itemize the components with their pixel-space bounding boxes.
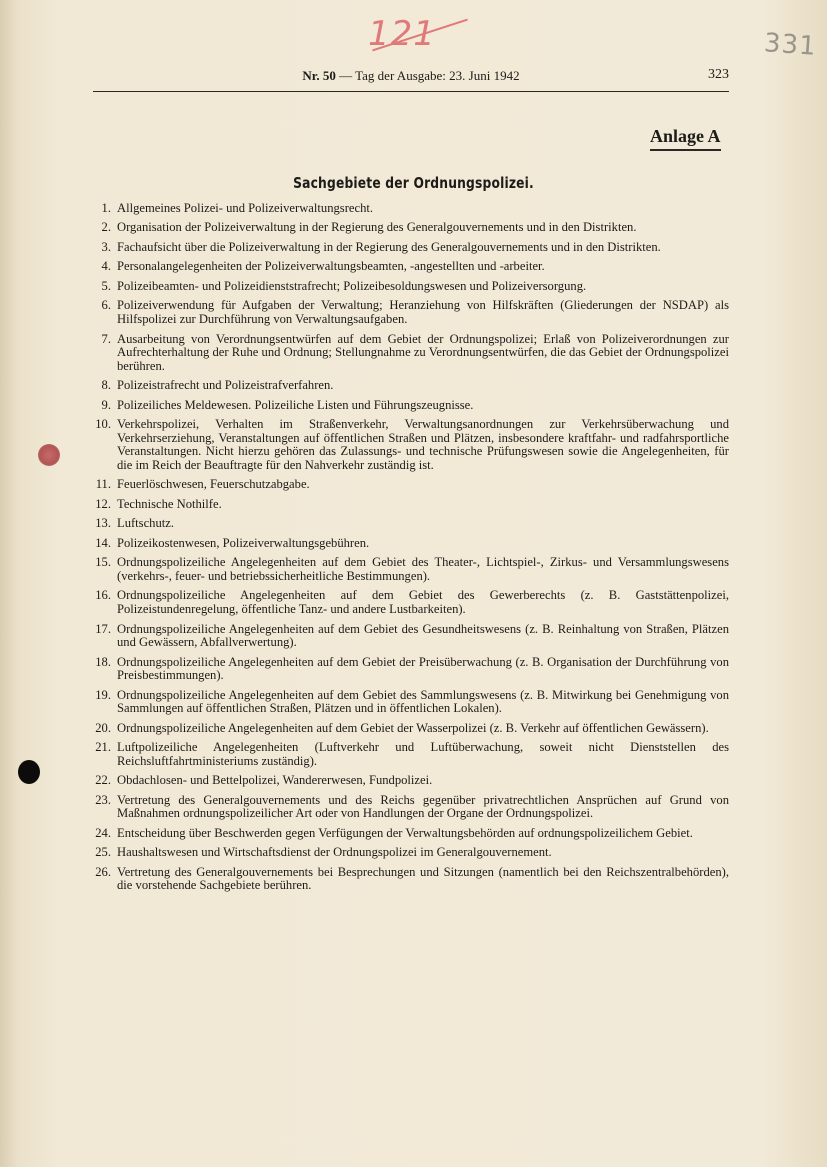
list-item-number: 16. xyxy=(95,588,111,603)
handwritten-red-number xyxy=(368,14,478,66)
list-item-number: 21. xyxy=(95,740,111,755)
list-item-number: 8. xyxy=(101,378,111,393)
list-item-number: 20. xyxy=(95,720,111,735)
list-item xyxy=(93,774,729,788)
list-item-text: Allgemeines Polizei- und Polizeiverwaltungsrecht. xyxy=(117,201,374,215)
list-item-text: Haushaltswesen und Wirtschaftsdienst der Ordnungspolizei im Generalgouvernement. xyxy=(117,845,552,860)
list-item-text: Luftpolizeiliche Angelegenheiten (Luftverkehr und Luftüberwachung, soweit nicht Dienststellen des Reichsluftfahrtministeriums zuständig). xyxy=(117,740,729,768)
list-item-text: Polizeistrafrecht und Polizeistrafverfahren. xyxy=(117,378,334,393)
list-item-number: 6. xyxy=(101,298,111,313)
list-item xyxy=(93,656,729,683)
list-item xyxy=(93,846,729,860)
list-item xyxy=(93,623,729,650)
page-title: Sachgebiete der Ordnungspolizei. xyxy=(293,174,534,192)
list-item-number: 22. xyxy=(95,773,111,788)
list-item-text: Fachaufsicht über die Polizeiverwaltung in der Regierung des Generalgouvernements und in den Distrikten. xyxy=(117,239,661,254)
list-item xyxy=(93,399,729,413)
list-item-number: 15. xyxy=(95,555,111,570)
punch-hole-stain xyxy=(38,444,60,466)
list-item xyxy=(93,418,729,472)
issue-line xyxy=(93,68,729,84)
list-item-number: 26. xyxy=(95,864,111,879)
list-item-number: 12. xyxy=(95,496,111,511)
list-item xyxy=(93,556,729,583)
list-item xyxy=(93,202,729,216)
list-item xyxy=(93,537,729,551)
handwritten-red-number-text: 121 xyxy=(368,14,436,54)
list-item-text: Polizeiverwendung für Aufgaben der Verwaltung; Heranziehung von Hilfskräften (Gliederungen der NSDAP) als Hilfspolizei zur Durchführung von Verwaltungsaufgaben. xyxy=(117,298,729,327)
list-item-number: 24. xyxy=(95,825,111,840)
list-item xyxy=(93,517,729,531)
list-item xyxy=(93,866,729,893)
list-item-number: 17. xyxy=(95,621,111,636)
list-item-number: 4. xyxy=(101,259,111,274)
list-item-text: Ausarbeitung von Verordnungsentwürfen auf dem Gebiet der Ordnungspolizei; Erlaß von Polizeiverordnungen zur Aufrechterhaltung der Ruhe und Ordnung; Stellungnahme zu Verordnungsentwürfen, die das Gebiet der Ordnungspolizei berühren. xyxy=(117,331,729,373)
list-item xyxy=(93,280,729,294)
list-item-text: Organisation der Polizeiverwaltung in der Regierung des Generalgouvernements und in den Distrikten. xyxy=(117,220,637,235)
list-item xyxy=(93,794,729,821)
issue-number: Nr. 50 xyxy=(302,68,336,83)
list-item-number: 19. xyxy=(95,687,111,702)
list-item-number: 1. xyxy=(101,201,111,215)
page-header xyxy=(93,68,729,86)
list-item-number: 25. xyxy=(95,845,111,860)
list-item-number: 7. xyxy=(101,331,111,346)
list-item-text: Vertretung des Generalgouvernements bei Besprechungen und Sitzungen (namentlich bei den Reichszentralbehörden), die vorstehende Sachgebiete berühren. xyxy=(117,864,729,893)
handwritten-pencil-number: 331 xyxy=(763,28,818,62)
list-item-text: Ordnungspolizeiliche Angelegenheiten auf dem Gebiet des Gewerberechts (z. B. Gaststättenpolizei, Polizeistundenregelung, öffentliche Tanz- und andere Lustbarkeiten). xyxy=(117,588,729,617)
list-item-text: Polizeikostenwesen, Polizeiverwaltungsgebühren. xyxy=(117,535,370,550)
list-item-number: 10. xyxy=(95,417,111,432)
list-item xyxy=(93,589,729,616)
subject-list xyxy=(93,202,729,899)
list-item-text: Obdachlosen- und Bettelpolizei, Wandererwesen, Fundpolizei. xyxy=(117,773,433,788)
list-item-number: 2. xyxy=(101,220,111,235)
list-item xyxy=(93,241,729,255)
list-item-text: Ordnungspolizeiliche Angelegenheiten auf dem Gebiet der Wasserpolizei (z. B. Verkehr auf öffentlichen Gewässern). xyxy=(117,720,709,735)
list-item xyxy=(93,333,729,374)
list-item xyxy=(93,379,729,393)
list-item-text: Ordnungspolizeiliche Angelegenheiten auf dem Gebiet des Sammlungswesens (z. B. Mitwirkung bei Genehmigung von Sammlungen auf öffentlichen Straßen, Plätzen und in öffentlichen Lokalen). xyxy=(117,687,729,716)
list-item-text: Polizeiliches Meldewesen. Polizeiliche Listen und Führungszeugnisse. xyxy=(117,397,474,412)
list-item-text: Feuerlöschwesen, Feuerschutzabgabe. xyxy=(117,477,310,492)
list-item-text: Luftschutz. xyxy=(117,516,175,531)
header-rule xyxy=(93,91,729,92)
list-item-text: Personalangelegenheiten der Polizeiverwaltungsbeamten, -angestellten und -arbeiter. xyxy=(117,259,545,274)
list-item-text: Ordnungspolizeiliche Angelegenheiten auf dem Gebiet des Gesundheitswesens (z. B. Reinhaltung von Straßen, Plätzen und Gewässern, Abfallverwertung). xyxy=(117,621,729,650)
list-item-text: Entscheidung über Beschwerden gegen Verfügungen der Verwaltungsbehörden auf ordnungspolizeilichem Gebiet. xyxy=(117,825,693,840)
list-item xyxy=(93,498,729,512)
list-item-text: Verkehrspolizei, Verhalten im Straßenverkehr, Verwaltungsanordnungen zur Verkehrsüberwachung und Verkehrserziehung, Veranstaltungen auf öffentlichen Straßen und Plätzen, insbesondere kraftfahr- und radfahrsportliche Veranstaltungen. Nicht hierzu gehören das Zulassungs- und technische Prüfungswesen sowie die Angelegenheiten, für die im Reich der Beauftragte für den Nahverkehr zuständig ist. xyxy=(117,417,729,472)
page-number: 323 xyxy=(708,67,729,82)
list-item-text: Ordnungspolizeiliche Angelegenheiten auf dem Gebiet der Preisüberwachung (z. B. Organisation der Durchführung von Preisbestimmungen). xyxy=(117,654,729,683)
list-item-number: 11. xyxy=(95,477,111,492)
list-item-number: 13. xyxy=(95,516,111,531)
list-item-text: Technische Nothilfe. xyxy=(117,496,222,511)
list-item xyxy=(93,689,729,716)
list-item-number: 18. xyxy=(95,654,111,669)
list-item xyxy=(93,478,729,492)
list-item xyxy=(93,741,729,768)
list-item-number: 9. xyxy=(101,397,111,412)
list-item-number: 14. xyxy=(95,535,111,550)
list-item xyxy=(93,299,729,326)
list-item xyxy=(93,722,729,736)
list-item xyxy=(93,827,729,841)
list-item-number: 23. xyxy=(95,792,111,807)
list-item-text: Vertretung des Generalgouvernements und des Reichs gegenüber privatrechtlichen Ansprüchen auf Grund von Maßnahmen ordnungspolizeilicher Art oder von Handlungen der Organe der Ordnungspolizei. xyxy=(117,792,729,821)
punch-hole xyxy=(18,760,40,784)
list-item-number: 5. xyxy=(101,278,111,293)
list-item xyxy=(93,260,729,274)
annex-label: Anlage A xyxy=(650,126,721,151)
list-item-number: 3. xyxy=(101,239,111,254)
list-item-text: Polizeibeamten- und Polizeidienststrafrecht; Polizeibesoldungswesen und Polizeiversorgung. xyxy=(117,278,587,293)
list-item-text: Ordnungspolizeiliche Angelegenheiten auf dem Gebiet des Theater-, Lichtspiel-, Zirkus- und Versammlungswesens (verkehrs-, feuer- und betriebssicherheitliche Bestimmungen). xyxy=(117,555,729,583)
issue-date: — Tag der Ausgabe: 23. Juni 1942 xyxy=(335,68,520,83)
list-item xyxy=(93,221,729,235)
